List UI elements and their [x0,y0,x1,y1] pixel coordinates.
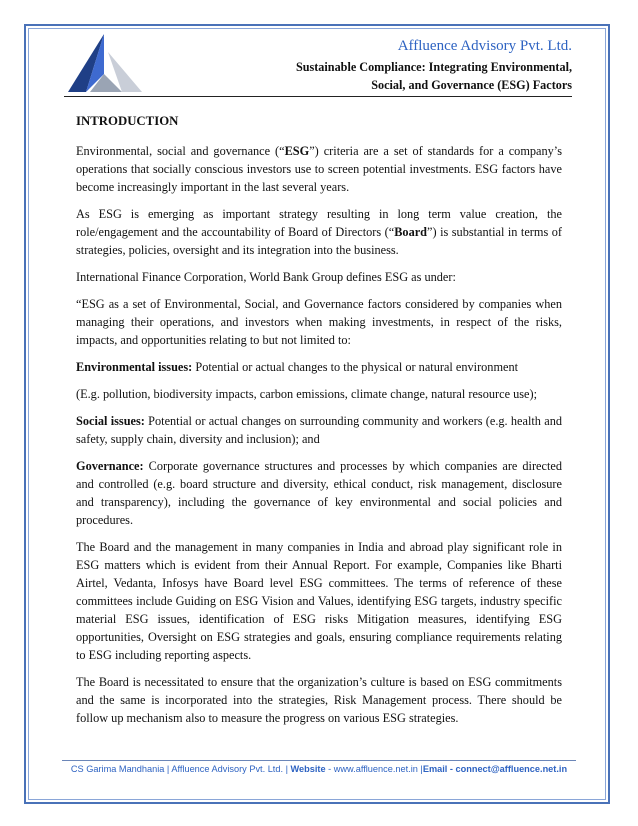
paragraph-ifc-quote: “ESG as a set of Environmental, Social, and Governance factors considered by companies when managing their operations, and investors when making investments, in respect of the risks, impacts, and opportunities relating to but not limited to: [76,297,562,347]
paragraph-esg-definition: Environmental, social and governance (“ESG”) criteria are a set of standards for a company’s operations that socially conscious investors use to screen potential investments. ESG factors have become increasingly important in the last several years. [76,144,562,194]
subtitle-line-2: Social, and Governance (ESG) Factors [371,78,572,92]
footer-author: CS Garima Mandhania | Affluence Advisory Pvt. Ltd. | [70,764,291,774]
page-footer [62,764,576,774]
paragraph-environmental-examples: (E.g. pollution, biodiversity impacts, carbon emissions, climate change, natural resource use); [76,387,538,401]
footer-email-label: Email [422,764,448,774]
footer-website-link[interactable]: - www.affluence.net.in | [325,764,423,774]
paragraph-environmental: Environmental issues: Potential or actual changes to the physical or natural environment [76,360,519,374]
paragraph-committees: The Board and the management in many companies in India and abroad play significant role in ESG matters which is evident from their Annual Report. For example, Companies like Bharti Airtel, Vedanta, Infosys have Board level ESG committees. The terms of reference of these committees include Guiding on ESG Vision and Values, identifying ESG targets, industry specific material ESG issues, identification of ESG risks Mitigation measures, identifying ESG opportunities, Oversight on ESG strategies and goals, ensuring compliance requirements relating to ESG including reporting aspects. [76,540,562,662]
footer-website-label: Website [290,764,326,774]
subtitle-line-1: Sustainable Compliance: Integrating Environmental, [295,60,572,74]
document-subtitle [252,58,572,94]
paragraph-governance: Governance: Corporate governance structures and processes by which companies are directed and controlled (e.g. board structure and diversity, ethical conduct, risk management, disclosure and transparency), including the governance of key environmental and social policies and procedures. [76,459,562,527]
paragraph-board-role: As ESG is emerging as important strategy resulting in long term value creation, the role/engagement and the accountability of Board of Directors (“Board”) is substantial in terms of strategies, policies, oversight and its integration into the business. [76,207,562,257]
triangle-logo-icon [64,32,146,94]
paragraph-culture: The Board is necessitated to ensure that the organization’s culture is based on ESG commitments and the same is incorporated into the strategies, Risk Management process. There should be follow up mechanism also to measure the progress on various ESG strategies. [76,675,562,725]
paragraph-ifc-intro: International Finance Corporation, World Bank Group defines ESG as under: [76,270,456,284]
paragraph-social: Social issues: Potential or actual changes on surrounding community and workers (e.g. health and safety, supply chain, diversity and inclusion); and [76,414,562,446]
section-heading: INTRODUCTION [76,114,179,128]
footer-email-link[interactable]: - connect@affluence.net.in [447,764,568,774]
company-name: Affluence Advisory Pvt. Ltd. [397,38,572,54]
document-body [76,112,562,736]
header-divider [64,96,572,97]
footer-divider [62,760,576,761]
